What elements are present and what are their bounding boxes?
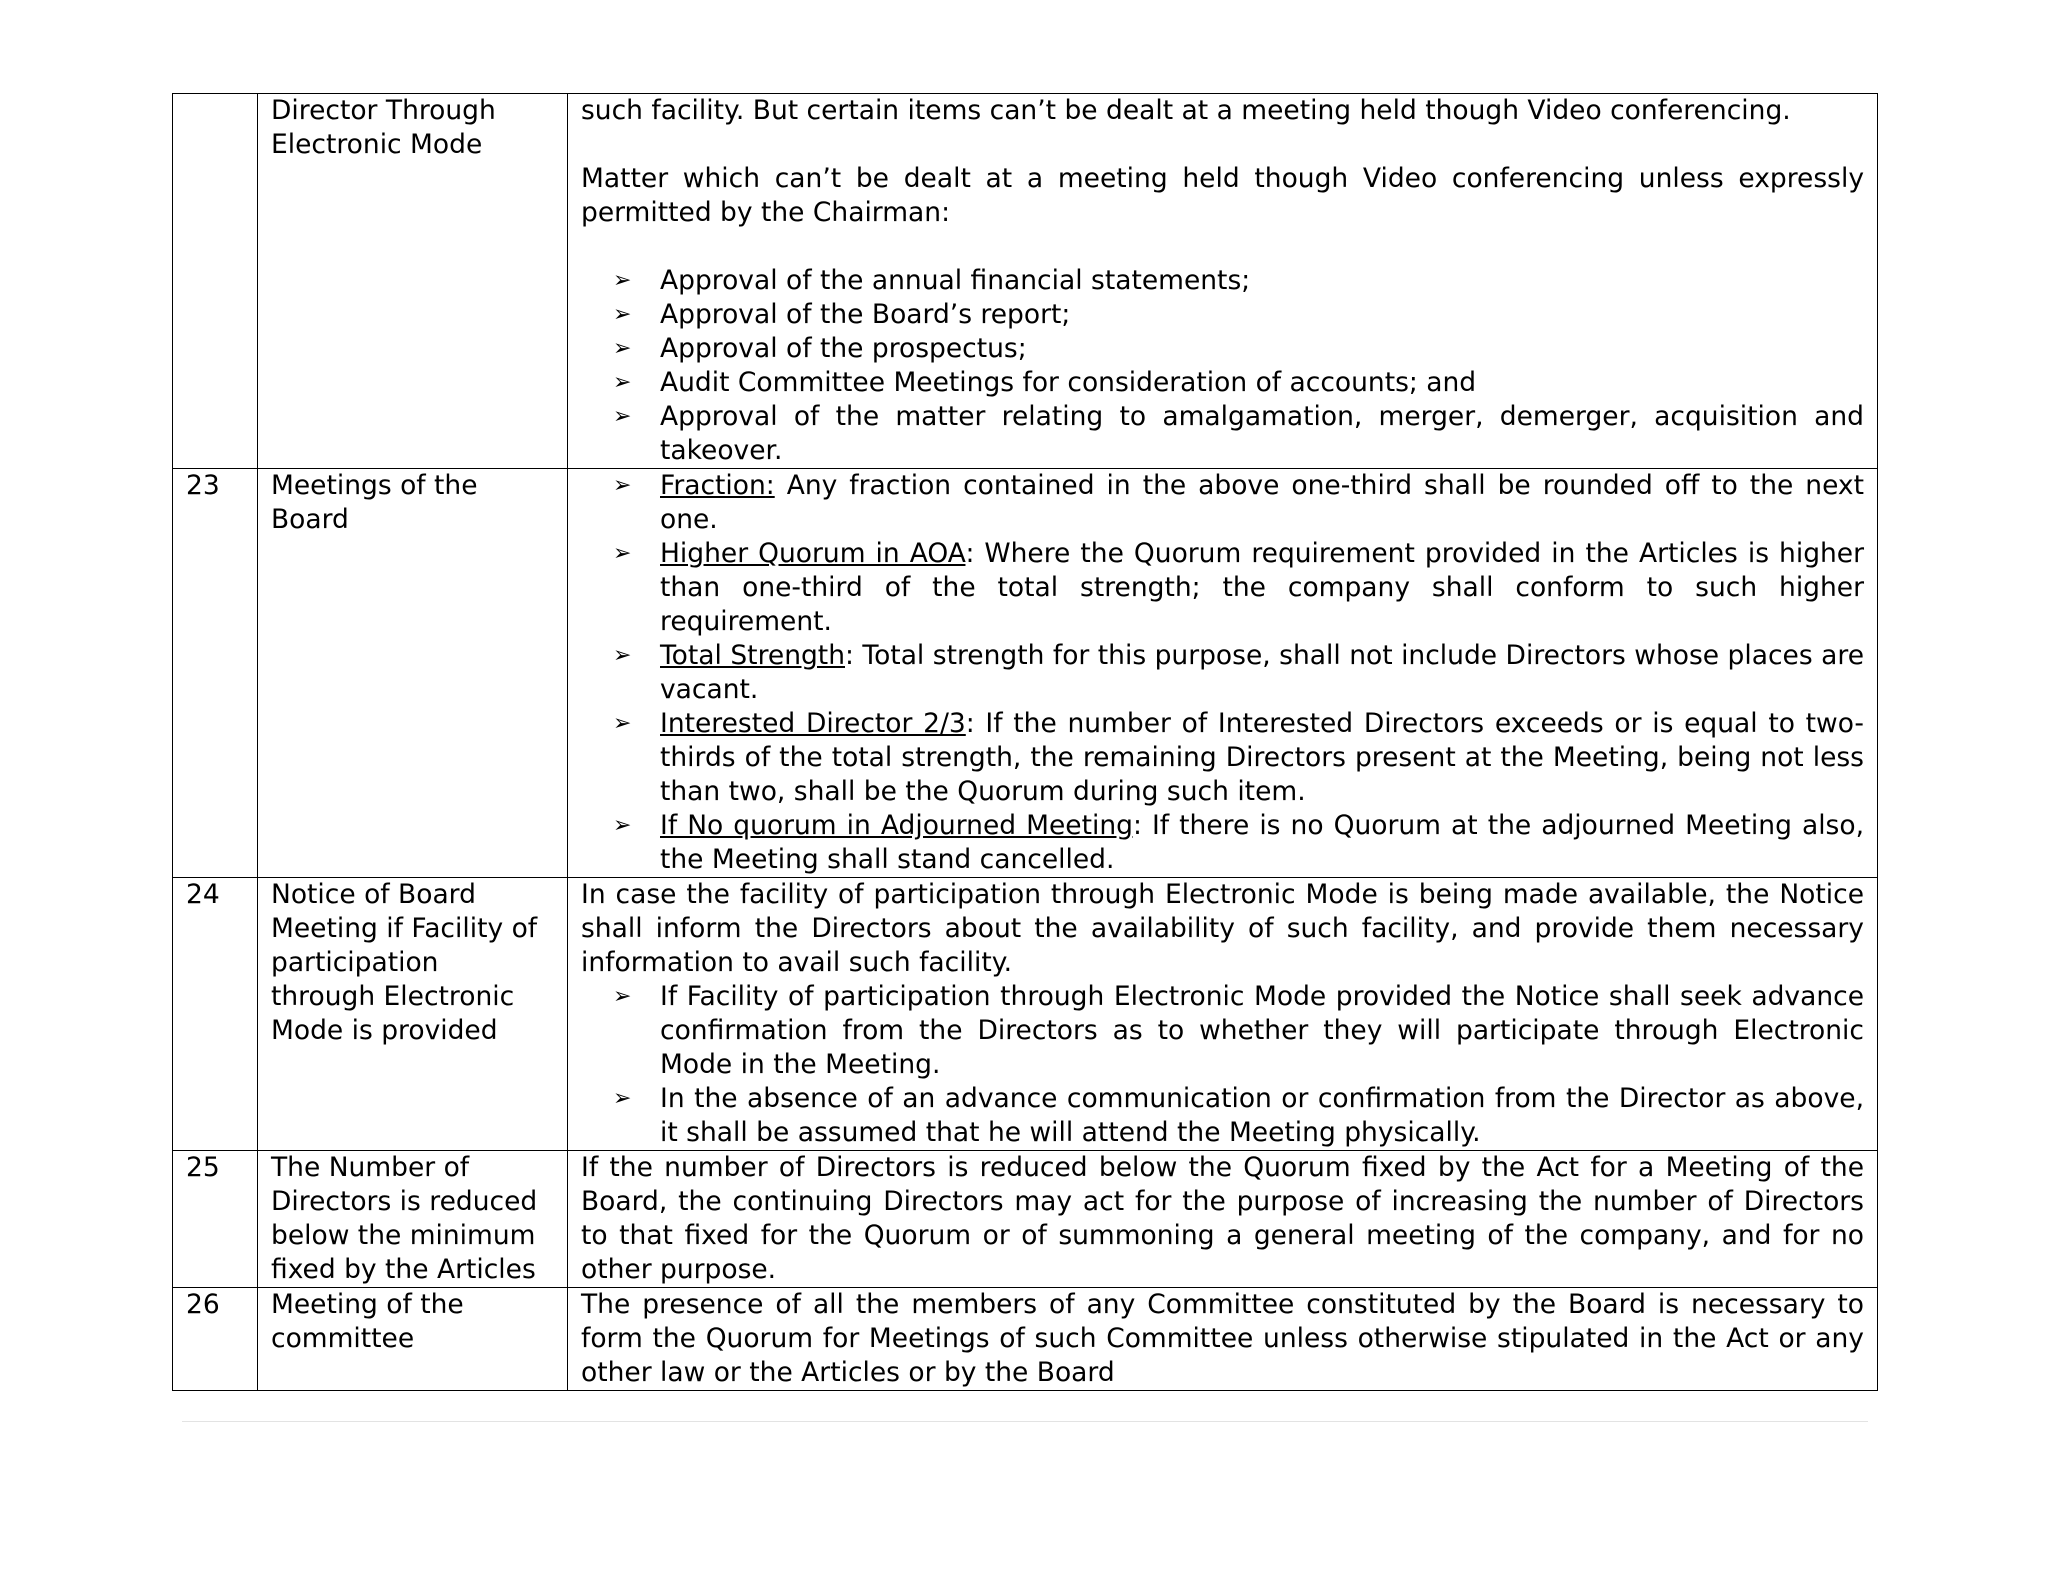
details-paragraph: If the number of Directors is reduced below the Quorum fixed by the Act for a Meeting of the Board, the continuing Directors may act for the purpose of increasing the number of Directors to that fixed for the Quorum or of summoning a general meeting of the company, and for no other purpose. <box>581 1152 1864 1285</box>
details-paragraph: The presence of all the members of any Committee constituted by the Board is necessary to form the Quorum for Meetings of such Committee unless otherwise stipulated in the Act or any other law or the Articles or by the Board <box>581 1289 1864 1388</box>
bullet-term: Higher Quorum in AOA <box>660 538 966 569</box>
bullet-term: Fraction: <box>660 470 775 501</box>
meetings-table <box>172 93 1878 1391</box>
table-row <box>173 1151 1878 1288</box>
topic-line: Board <box>271 504 349 535</box>
bullet-text: Approval of the Board’s report; <box>660 299 1071 330</box>
topic-line: Meetings of the <box>271 470 478 501</box>
topic-line: Director Through <box>271 95 496 126</box>
topic-line: committee <box>271 1323 415 1354</box>
arrow-bullet-icon: ➢ <box>613 813 632 838</box>
bullet-text: : If there is no Quorum at the adjourned Meeting also, the Meeting shall stand cancelled. <box>660 810 1865 875</box>
row-details <box>568 94 1878 469</box>
arrow-bullet-icon: ➢ <box>613 541 632 566</box>
bullet-text: Approval of the annual financial statements; <box>660 265 1251 296</box>
bullet-text: Audit Committee Meetings for consideration of accounts; and <box>660 367 1477 398</box>
row-topic <box>258 1288 568 1391</box>
arrow-bullet-icon: ➢ <box>613 404 632 429</box>
footer-divider <box>182 1421 1868 1422</box>
table-row <box>173 878 1878 1151</box>
row-details <box>568 1288 1878 1391</box>
arrow-bullet-icon: ➢ <box>613 984 632 1009</box>
bullet-text: In the absence of an advance communication or confirmation from the Director as above, it shall be assumed that he will attend the Meeting physically. <box>660 1083 1864 1148</box>
row-number: 23 <box>173 469 258 878</box>
row-number: 25 <box>173 1151 258 1288</box>
list-item <box>613 1082 1864 1150</box>
arrow-bullet-icon: ➢ <box>613 1086 632 1111</box>
list-item <box>613 639 1864 707</box>
list-item <box>613 332 1864 366</box>
row-topic <box>258 469 568 878</box>
list-item <box>613 298 1864 332</box>
topic-line: Meeting if Facility of <box>271 913 538 944</box>
row-number: 26 <box>173 1288 258 1391</box>
bullet-list <box>581 264 1864 468</box>
list-item <box>613 980 1864 1082</box>
list-item <box>613 809 1865 877</box>
topic-line: participation <box>271 947 439 978</box>
row-details <box>568 1151 1878 1288</box>
arrow-bullet-icon: ➢ <box>613 473 632 498</box>
arrow-bullet-icon: ➢ <box>613 370 632 395</box>
row-topic <box>258 878 568 1151</box>
row-details <box>568 878 1878 1151</box>
list-item <box>613 366 1864 400</box>
row-topic <box>258 94 568 469</box>
list-item <box>613 537 1865 639</box>
details-paragraph: such facility. But certain items can’t be dealt at a meeting held though Video conferencing. <box>581 95 1791 126</box>
bullet-list <box>581 469 1864 877</box>
topic-line: through Electronic <box>271 981 515 1012</box>
bullet-text: Approval of the prospectus; <box>660 333 1027 364</box>
table-row <box>173 94 1878 469</box>
topic-line: Notice of Board <box>271 879 476 910</box>
details-paragraph: Matter which can’t be dealt at a meeting held though Video conferencing unless expressly permitted by the Chairman: <box>581 163 1864 228</box>
list-item <box>613 707 1864 809</box>
arrow-bullet-icon: ➢ <box>613 268 632 293</box>
arrow-bullet-icon: ➢ <box>613 711 632 736</box>
list-item <box>613 469 1864 537</box>
bullet-text: : Total strength for this purpose, shall not include Directors whose places are vacant. <box>660 640 1864 705</box>
bullet-text: Approval of the matter relating to amalgamation, merger, demerger, acquisition and takeover. <box>660 401 1864 466</box>
arrow-bullet-icon: ➢ <box>613 302 632 327</box>
bullet-text: Any fraction contained in the above one-third shall be rounded off to the next one. <box>660 470 1864 535</box>
list-item <box>613 264 1864 298</box>
bullet-text: If Facility of participation through Electronic Mode provided the Notice shall seek advance confirmation from the Directors as to whether they will participate through Electronic Mode in the Meeting. <box>660 981 1864 1080</box>
topic-line: Mode is provided <box>271 1015 498 1046</box>
bullet-term: If No quorum in Adjourned Meeting <box>660 810 1133 841</box>
arrow-bullet-icon: ➢ <box>613 643 632 668</box>
bullet-text: : Where the Quorum requirement provided in the Articles is higher than one-third of the total strength; the company shall conform to such higher requirement. <box>660 538 1865 637</box>
row-topic <box>258 1151 568 1288</box>
details-paragraph: In case the facility of participation through Electronic Mode is being made available, the Notice shall inform the Directors about the availability of such facility, and provide them necessary information to avail such facility. <box>581 879 1864 978</box>
topic-line: Directors is reduced <box>271 1186 538 1217</box>
table-row <box>173 1288 1878 1391</box>
row-number: 24 <box>173 878 258 1151</box>
row-number <box>173 94 258 469</box>
topic-line: Electronic Mode <box>271 129 483 160</box>
arrow-bullet-icon: ➢ <box>613 336 632 361</box>
topic-line: Meeting of the <box>271 1289 464 1320</box>
topic-line: below the minimum <box>271 1220 536 1251</box>
bullet-text: : If the number of Interested Directors exceeds or is equal to two-thirds of the total strength, the remaining Directors present at the Meeting, being not less than two, shall be the Quorum during such item. <box>660 708 1864 807</box>
topic-line: The Number of <box>271 1152 470 1183</box>
row-details <box>568 469 1878 878</box>
bullet-list <box>581 980 1864 1150</box>
list-item <box>613 400 1864 468</box>
bullet-term: Interested Director 2/3 <box>660 708 966 739</box>
topic-line: fixed by the Articles <box>271 1254 536 1285</box>
bullet-term: Total Strength <box>660 640 845 671</box>
table-row <box>173 469 1878 878</box>
